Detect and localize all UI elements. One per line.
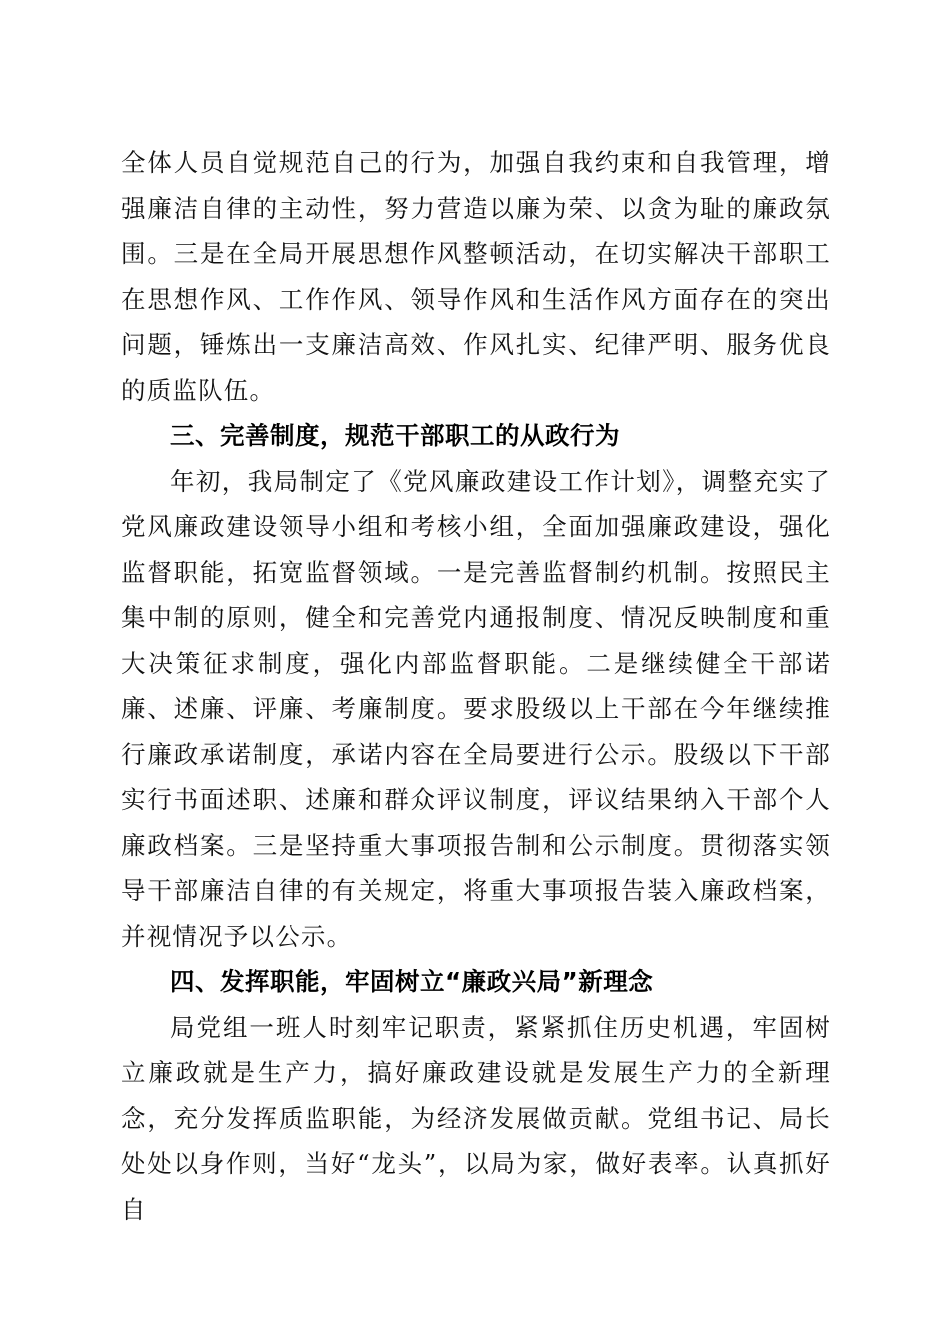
paragraph-section-4: 局党组一班人时刻牢记职责，紧紧抓住历史机遇，牢固树立廉政就是生产力，搞好廉政建设就是发展生产力的全新理念，充分发挥质监职能，为经济发展做贡献。党组书记、局长处处以身作则，当好“龙头”，以局为家，做好表率。认真抓好自	[121, 1012, 831, 1224]
document-body	[121, 140, 831, 1232]
section-heading-4: 四、发挥职能，牢固树立“廉政兴局”新理念	[170, 967, 654, 996]
paragraph-continuation: 全体人员自觉规范自己的行为，加强自我约束和自我管理，增强廉洁自律的主动性，努力营造以廉为荣、以贪为耻的廉政氛围。三是在全局开展思想作风整顿活动，在切实解决干部职工在思想作风、工作作风、领导作风和生活作风方面存在的突出问题，锤炼出一支廉洁高效、作风扎实、纪律严明、服务优良的质监队伍。	[121, 148, 831, 405]
section-heading-3: 三、完善制度，规范干部职工的从政行为	[170, 421, 620, 450]
paragraph-section-3: 年初，我局制定了《党风廉政建设工作计划》，调整充实了党风廉政建设领导小组和考核小组，全面加强廉政建设，强化监督职能，拓宽监督领域。一是完善监督制约机制。按照民主集中制的原则，健全和完善党内通报制度、情况反映制度和重大决策征求制度，强化内部监督职能。二是继续健全干部诺廉、述廉、评廉、考廉制度。要求股级以上干部在今年继续推行廉政承诺制度，承诺内容在全局要进行公示。股级以下干部实行书面述职、述廉和群众评议制度，评议结果纳入干部个人廉政档案。三是坚持重大事项报告制和公示制度。贯彻落实领导干部廉洁自律的有关规定，将重大事项报告装入廉政档案，并视情况予以公示。	[121, 466, 831, 951]
